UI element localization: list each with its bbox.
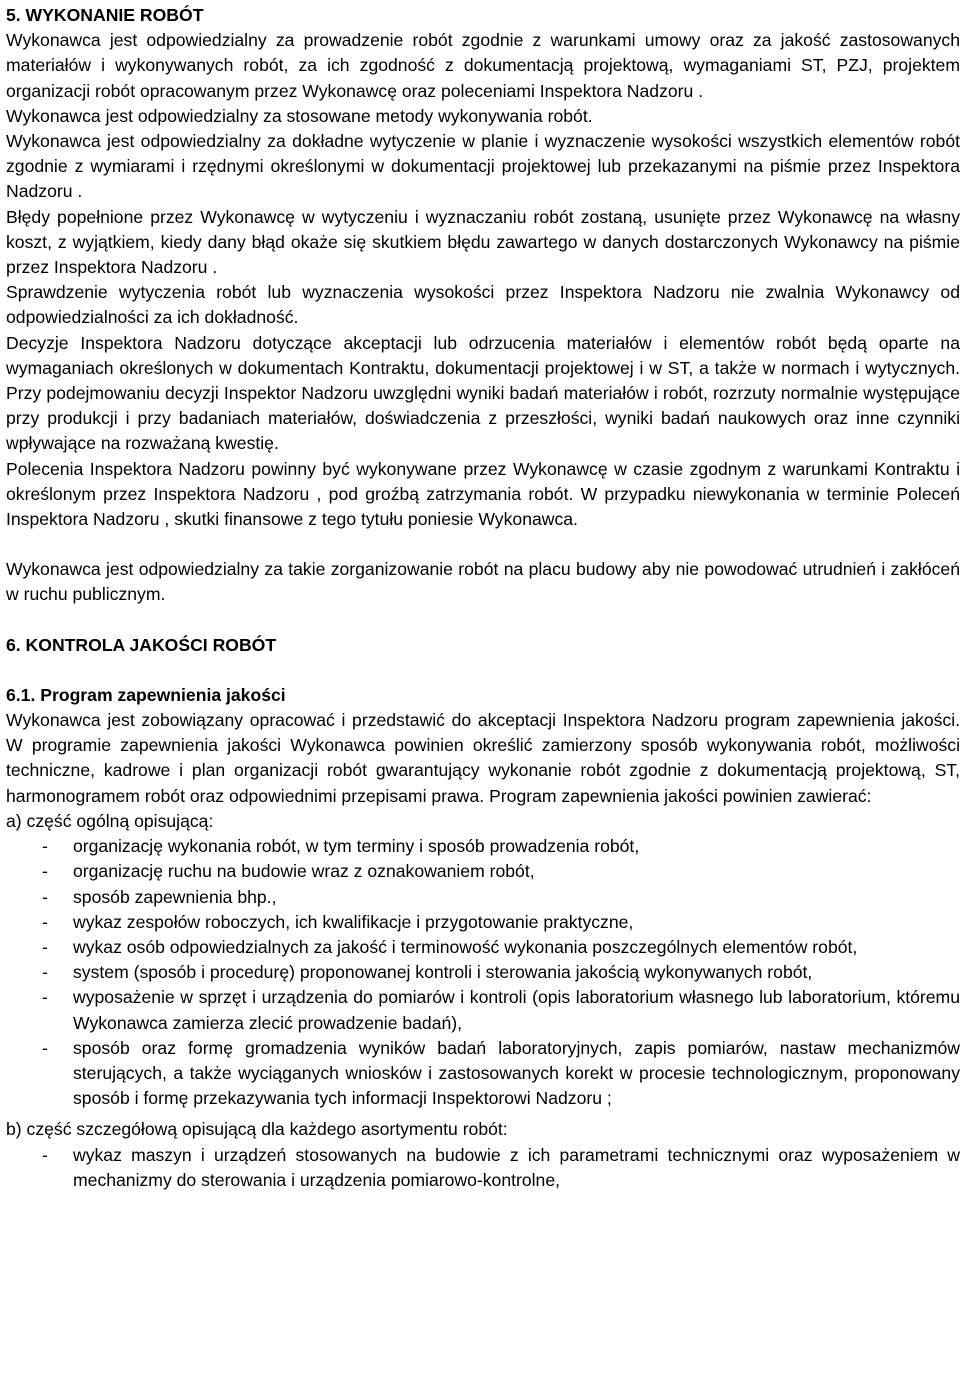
list-item-text: organizację wykonania robót, w tym terminy i sposób prowadzenia robót, <box>73 836 640 857</box>
list-item <box>6 1036 960 1112</box>
list-item-text: wykaz osób odpowiedzialnych za jakość i terminowość wykonania poszczególnych elementów robót, <box>73 936 858 957</box>
dash-marker: - <box>42 987 48 1008</box>
list-item-text: sposób zapewnienia bhp., <box>73 886 277 907</box>
part-b-label: b) część szczegółową opisującą dla każdego asortymentu robót: <box>6 1119 508 1140</box>
part-b-list <box>6 1143 960 1193</box>
list-item-text: wyposażenie w sprzęt i urządzenia do pomiarów i kontroli (opis laboratorium własnego lub laboratorium, któremu Wykonawca zamierza zlecić prowadzenie badań), <box>73 987 960 1033</box>
dash-marker: - <box>42 911 48 932</box>
list-item <box>6 834 960 859</box>
list-item <box>6 885 960 910</box>
paragraph-spacer <box>6 608 960 633</box>
list-item <box>6 935 960 960</box>
list-item <box>6 910 960 935</box>
section-5-paragraph-1: Wykonawca jest odpowiedzialny za prowadzenie robót zgodnie z warunkami umowy oraz za jakość zastosowanych materiałów i wykonywanych robót, za ich zgodność z dokumentacją projektową, wymaganiami ST, PZJ, projektem organizacji robót opracowanym przez Wykonawcę oraz poleceniami Inspektora Nadzoru . <box>6 30 960 101</box>
paragraph-spacer <box>6 658 960 683</box>
list-item <box>6 985 960 1035</box>
paragraph-spacer <box>6 532 960 557</box>
section-6-1-heading: 6.1. Program zapewnienia jakości <box>6 684 286 705</box>
section-6-1-intro: Wykonawca jest zobowiązany opracować i przedstawić do akceptacji Inspektora Nadzoru program zapewnienia jakości. W programie zapewnienia jakości Wykonawca powinien określić zamierzony sposób wykonywania robót, możliwości techniczne, kadrowe i plan organizacji robót gwarantujący wykonanie robót zgodnie z dokumentacją projektową, ST, harmonogramem robót oraz odpowiednimi przepisami prawa. Program zapewnienia jakości powinien zawierać: <box>6 710 960 806</box>
dash-marker: - <box>42 861 48 882</box>
dash-marker: - <box>42 936 48 957</box>
list-item <box>6 859 960 884</box>
section-5-paragraph-3: Wykonawca jest odpowiedzialny za dokładne wytyczenie w planie i wyznaczenie wysokości wszystkich elementów robót zgodnie z wymiarami i rzędnymi określonymi w dokumentacji projektowej lub przekazanymi na piśmie przez Inspektora Nadzoru . <box>6 131 960 202</box>
list-item-text: organizację ruchu na budowie wraz z oznakowaniem robót, <box>73 861 535 882</box>
section-5-paragraph-8: Wykonawca jest odpowiedzialny za takie zorganizowanie robót na placu budowy aby nie powodować utrudnień i zakłóceń w ruchu publicznym. <box>6 559 960 605</box>
section-5-heading: 5. WYKONANIE ROBÓT <box>6 5 204 25</box>
section-5-paragraph-5: Sprawdzenie wytyczenia robót lub wyznaczenia wysokości przez Inspektora Nadzoru nie zwalnia Wykonawcy od odpowiedzialności za ich dokładność. <box>6 282 960 328</box>
dash-marker: - <box>42 1037 48 1058</box>
section-6-heading: 6. KONTROLA JAKOŚCI ROBÓT <box>6 634 277 655</box>
list-item-text: system (sposób i procedurę) proponowanej kontroli i sterowania jakością wykonywanych robót, <box>73 962 813 983</box>
list-item <box>6 960 960 985</box>
list-item-text: sposób oraz formę gromadzenia wyników badań laboratoryjnych, zapis pomiarów, nastaw mechanizmów sterujących, a także wyciąganych wniosków i zastosowanych korekt w procesie technologicznym, proponowany sposób i formę przekazywania tych informacji Inspektorowi Nadzoru ; <box>73 1037 960 1109</box>
dash-marker: - <box>42 836 48 857</box>
section-5-paragraph-7: Polecenia Inspektora Nadzoru powinny być wykonywane przez Wykonawcę w czasie zgodnym z warunkami Kontraktu i określonym przez Inspektora Nadzoru , pod groźbą zatrzymania robót. W przypadku niewykonania w terminie Poleceń Inspektora Nadzoru , skutki finansowe z tego tytułu poniesie Wykonawca. <box>6 458 960 530</box>
list-item <box>6 1143 960 1193</box>
part-a-label: a) część ogólną opisującą: <box>6 810 214 831</box>
list-item-text: wykaz zespołów roboczych, ich kwalifikacje i przygotowanie praktyczne, <box>73 911 634 932</box>
section-5-paragraph-4: Błędy popełnione przez Wykonawcę w wytyczeniu i wyznaczaniu robót zostaną, usunięte przez Wykonawcę na własny koszt, z wyjątkiem, kiedy dany błąd okaże się skutkiem błędu zawartego w danych dostarczonych Wykonawcy na piśmie przez Inspektora Nadzoru . <box>6 206 960 278</box>
dash-marker: - <box>42 962 48 983</box>
section-5-paragraph-6: Decyzje Inspektora Nadzoru dotyczące akceptacji lub odrzucenia materiałów i elementów robót będą oparte na wymaganiach określonych w dokumentach Kontraktu, dokumentacji projektowej i w ST, a także w normach i wytycznych. Przy podejmowaniu decyzji Inspektor Nadzoru uwzględni wyniki badań materiałów i robót, rozrzuty normalnie występujące przy produkcji i przy badaniach materiałów, doświadczenia z przeszłości, wyniki badań naukowych oraz inne czynniki wpływające na rozważaną kwestię. <box>6 332 960 454</box>
dash-marker: - <box>42 1144 48 1165</box>
section-5-paragraph-2: Wykonawca jest odpowiedzialny za stosowane metody wykonywania robót. <box>6 105 593 126</box>
list-item-text: wykaz maszyn i urządzeń stosowanych na budowie z ich parametrami technicznymi oraz wyposażeniem w mechanizmy do sterowania i urządzenia pomiarowo-kontrolne, <box>73 1144 960 1190</box>
dash-marker: - <box>42 886 48 907</box>
part-a-list <box>6 834 960 1111</box>
